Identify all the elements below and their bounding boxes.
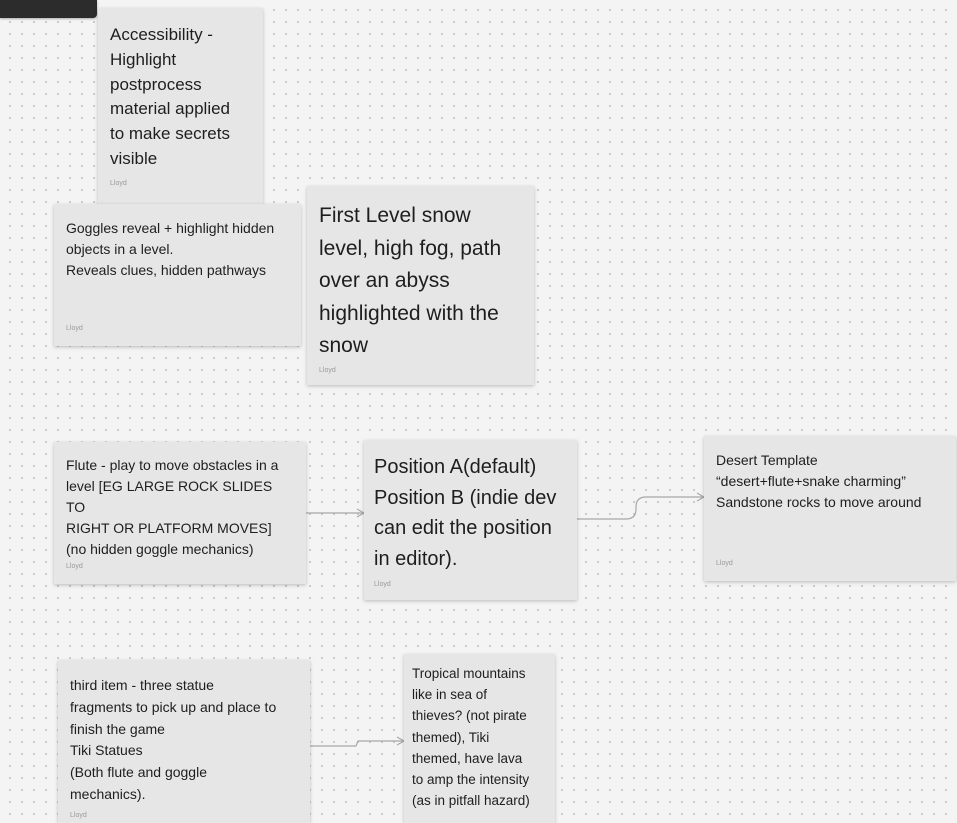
connector-third-to-tropical-arrow [397, 737, 404, 745]
sticky-note-goggles[interactable] [54, 204, 301, 346]
note-text: third item - three statue fragments to pick up and place to finish the game Tiki Statues (Both flute and goggle mechanics). [70, 677, 277, 802]
note-text: First Level snow level, high fog, path over an abyss highlighted with the snow [319, 204, 502, 358]
note-author: Lloyd [66, 563, 83, 570]
sticky-note-accessibility[interactable] [98, 8, 263, 204]
note-author: Lloyd [110, 180, 127, 187]
note-author: Lloyd [374, 581, 391, 588]
connector-position-to-desert[interactable] [577, 497, 704, 519]
note-author: Lloyd [70, 812, 87, 819]
note-author: Lloyd [716, 560, 733, 567]
toolbar-corner[interactable] [0, 0, 97, 18]
note-author: Lloyd [66, 325, 83, 332]
sticky-note-third-item[interactable] [58, 660, 310, 823]
note-text: Goggles reveal + highlight hidden objects in a level. Reveals clues, hidden pathways [66, 220, 275, 278]
note-text: Accessibility - Highlight postprocess material applied to make secrets visible [110, 25, 231, 168]
note-author: Lloyd [319, 367, 336, 374]
note-text: Position A(default) Position B (indie dev can edit the position in editor). [374, 456, 557, 570]
sticky-note-desert[interactable] [704, 436, 956, 581]
connector-flute-to-position-arrow [357, 509, 364, 517]
note-text: Tropical mountains like in sea of thieves? (not pirate themed), Tiki themed, have lava to amp the intensity (as in pitfall hazard) [412, 666, 530, 809]
sticky-note-tropical[interactable] [404, 654, 555, 823]
sticky-note-position[interactable] [364, 440, 577, 600]
sticky-note-flute[interactable] [54, 442, 306, 584]
connector-position-to-desert-arrow [697, 493, 704, 501]
note-text: Flute - play to move obstacles in a level [EG LARGE ROCK SLIDES TO RIGHT OR PLATFORM MOVES] (no hidden goggle mechanics) [66, 457, 279, 557]
sticky-note-first-level[interactable] [307, 186, 534, 385]
note-text: Desert Template “desert+flute+snake charming” Sandstone rocks to move around [716, 452, 922, 510]
connector-third-to-tropical[interactable] [310, 741, 404, 746]
